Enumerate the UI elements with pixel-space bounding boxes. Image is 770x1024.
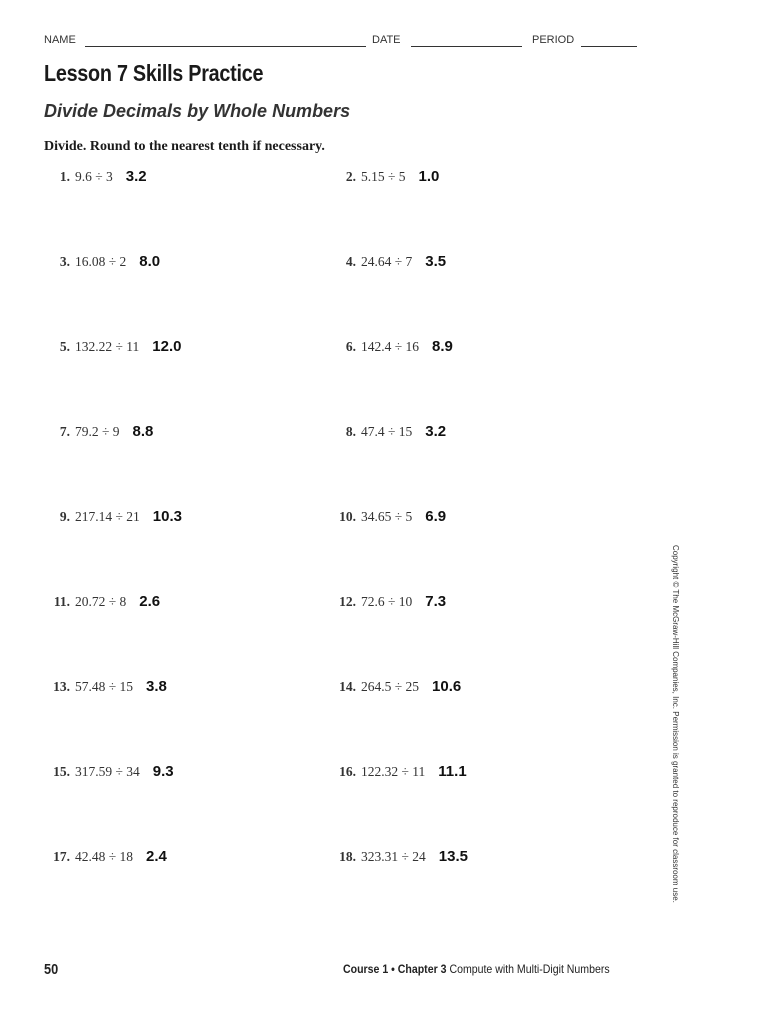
problem-number: 9. [59, 509, 70, 524]
problem-item [330, 168, 439, 185]
problem-item [44, 763, 174, 780]
problem-expression: 24.64 ÷ 7 [361, 254, 413, 269]
problem-number: 7. [59, 424, 70, 439]
problem-number: 17. [53, 849, 70, 864]
footer-course-info [343, 962, 610, 976]
problem-answer: 10.6 [432, 678, 462, 695]
problem-answer: 11.1 [438, 763, 467, 780]
problem-number: 12. [339, 594, 356, 609]
period-field[interactable] [581, 46, 637, 47]
name-field[interactable] [85, 46, 366, 47]
problem-answer: 9.3 [152, 763, 174, 780]
problem-answer: 8.8 [132, 423, 154, 440]
problem-item [44, 253, 160, 270]
instructions: Divide. Round to the nearest tenth if necessary. [44, 139, 325, 154]
problem-number: 3. [59, 254, 70, 269]
problem-item [44, 338, 182, 355]
problem-expression: 34.65 ÷ 5 [361, 509, 413, 524]
problem-item [44, 508, 182, 525]
problem-expression: 132.22 ÷ 11 [75, 339, 140, 354]
problem-item [44, 678, 167, 695]
problem-item [44, 168, 147, 185]
problem-item [44, 848, 167, 865]
problem-expression: 122.32 ÷ 11 [361, 764, 426, 779]
problem-number: 2. [345, 169, 356, 184]
problem-answer: 3.8 [146, 678, 167, 695]
problem-expression: 47.4 ÷ 15 [361, 424, 413, 439]
problem-expression: 317.59 ÷ 34 [75, 764, 140, 779]
problem-number: 14. [339, 679, 356, 694]
problem-item [330, 423, 446, 440]
page-number: 50 [44, 961, 59, 978]
problem-item [330, 253, 446, 270]
problem-item [330, 763, 467, 780]
problem-number: 5. [59, 339, 70, 354]
problem-expression: 42.48 ÷ 18 [75, 849, 134, 864]
problem-answer: 8.9 [432, 338, 453, 355]
problem-expression: 264.5 ÷ 25 [361, 679, 420, 694]
footer-chapter: Chapter 3 [397, 962, 447, 976]
footer-separator: • [391, 962, 395, 976]
problem-expression: 20.72 ÷ 8 [75, 594, 127, 609]
problem-answer: 2.6 [139, 593, 161, 610]
footer-course: Course 1 [343, 962, 389, 976]
problem-expression: 323.31 ÷ 24 [361, 849, 426, 864]
problem-answer: 13.5 [438, 848, 468, 865]
problem-expression: 5.15 ÷ 5 [361, 169, 406, 184]
problem-number: 18. [339, 849, 356, 864]
problem-item [330, 678, 461, 695]
problem-answer: 3.2 [425, 423, 447, 440]
problem-item [44, 593, 160, 610]
problem-expression: 142.4 ÷ 16 [361, 339, 420, 354]
problem-expression: 57.48 ÷ 15 [75, 679, 134, 694]
problem-expression: 79.2 ÷ 9 [75, 424, 120, 439]
problem-expression: 217.14 ÷ 21 [75, 509, 140, 524]
problem-expression: 9.6 ÷ 3 [75, 169, 113, 184]
problem-item [330, 593, 446, 610]
problem-item [330, 848, 468, 865]
date-field[interactable] [411, 46, 522, 47]
problem-number: 16. [339, 764, 356, 779]
student-info-header [44, 34, 644, 50]
problem-number: 15. [53, 764, 70, 779]
problem-number: 6. [345, 339, 356, 354]
problem-answer: 7.3 [425, 593, 447, 610]
footer-chapter-title: Compute with Multi-Digit Numbers [449, 962, 610, 976]
problem-number: 10. [339, 509, 356, 524]
problem-number: 8. [345, 424, 356, 439]
name-label: NAME [44, 34, 76, 46]
problem-item [44, 423, 153, 440]
problem-expression: 16.08 ÷ 2 [75, 254, 127, 269]
problem-answer: 3.5 [425, 253, 447, 270]
problem-answer: 10.3 [152, 508, 182, 525]
problem-number: 13. [53, 679, 70, 694]
problem-answer: 3.2 [125, 168, 147, 185]
problem-answer: 1.0 [418, 168, 440, 185]
problem-answer: 2.4 [146, 848, 167, 865]
period-label: PERIOD [532, 34, 575, 46]
problem-number: 1. [59, 169, 70, 184]
problem-item [330, 508, 446, 525]
page-subtitle: Divide Decimals by Whole Numbers [44, 101, 351, 121]
problem-answer: 12.0 [152, 338, 182, 355]
copyright-notice: Copyright © The McGraw-Hill Companies, Inc. Permission is granted to reproduce for classroom use. [671, 545, 680, 903]
date-label: DATE [372, 34, 401, 46]
problem-answer: 8.0 [139, 253, 161, 270]
problem-number: 4. [345, 254, 356, 269]
problem-number: 11. [53, 594, 70, 609]
problem-item [330, 338, 453, 355]
page-title: Lesson 7 Skills Practice [44, 60, 264, 86]
problem-answer: 6.9 [425, 508, 447, 525]
problem-expression: 72.6 ÷ 10 [361, 594, 413, 609]
